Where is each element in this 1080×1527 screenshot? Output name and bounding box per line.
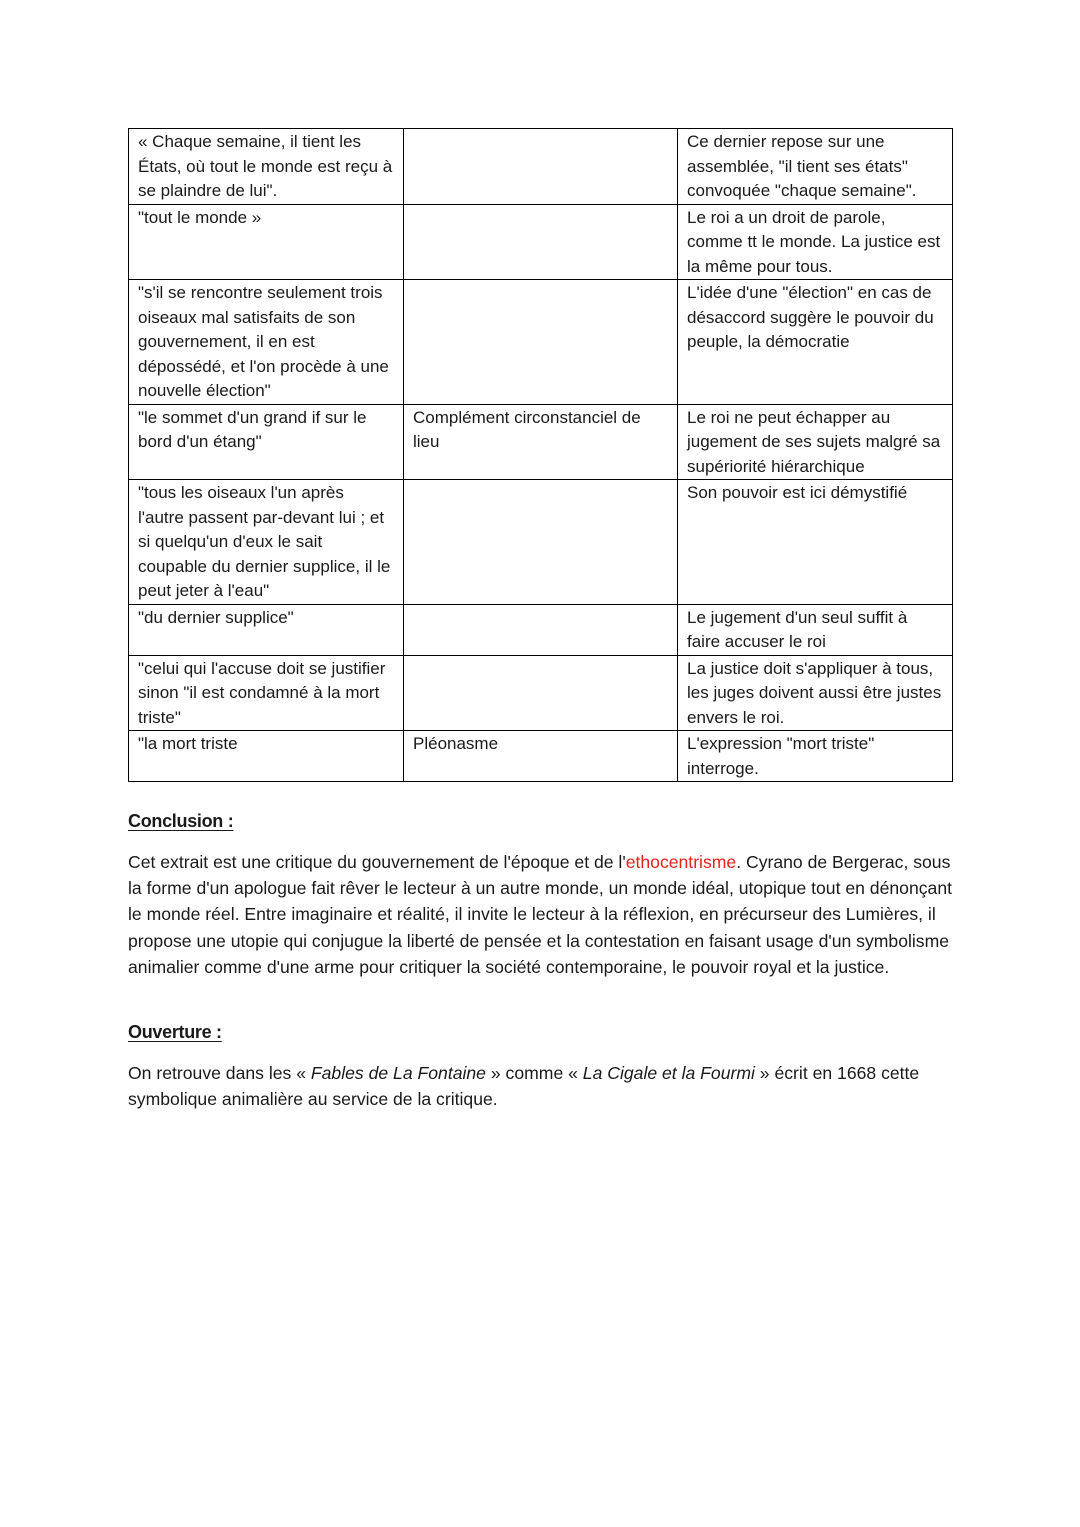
- quote-cell: « Chaque semaine, il tient les États, où tout le monde est reçu à se plaindre de lui".: [129, 129, 404, 205]
- table-row: [129, 404, 953, 480]
- table-row: [129, 604, 953, 655]
- figure-cell: [404, 655, 678, 731]
- ouverture-text-2: » comme «: [485, 1063, 583, 1083]
- interpretation-cell: Le roi a un droit de parole, comme tt le monde. La justice est la même pour tous.: [678, 204, 953, 280]
- quote-cell: "s'il se rencontre seulement trois oiseaux mal satisfaits de son gouvernement, il en est dépossédé, et l'on procède à une nouvelle élection": [129, 280, 404, 405]
- quote-cell: "du dernier supplice": [129, 604, 404, 655]
- figure-cell: Pléonasme: [404, 731, 678, 782]
- figure-cell: [404, 280, 678, 405]
- conclusion-paragraph: [128, 849, 958, 980]
- figure-cell: [404, 204, 678, 280]
- conclusion-text-end: . Cyrano de Bergerac, sous la forme d'un apologue fait rêver le lecteur à un autre monde, un monde idéal, utopique tout en dénonçant le monde réel. Entre imaginaire et réalité, il invite le lecteur à la réflexion, en précurseur des Lumières, il propose une utopie qui conjugue la liberté de pensée et la contestation en faisant usage d'un symbolisme animalier comme d'une arme pour critiquer la société contemporaine, le pouvoir royal et la justice.: [128, 852, 952, 977]
- table-row: [129, 731, 953, 782]
- conclusion-text-start: Cet extrait est une critique du gouvernement de l'époque et de l': [128, 852, 626, 872]
- interpretation-cell: L'idée d'une "élection" en cas de désaccord suggère le pouvoir du peuple, la démocratie: [678, 280, 953, 405]
- fable-title: La Cigale et la Fourmi: [582, 1063, 755, 1083]
- figure-cell: Complément circonstanciel de lieu: [404, 404, 678, 480]
- ouverture-paragraph: [128, 1060, 958, 1112]
- fables-title: Fables de La Fontaine: [310, 1063, 486, 1083]
- interpretation-cell: Son pouvoir est ici démystifié: [678, 480, 953, 605]
- analysis-table: [128, 128, 953, 782]
- interpretation-cell: L'expression "mort triste" interroge.: [678, 731, 953, 782]
- conclusion-heading: Conclusion :: [128, 811, 234, 831]
- table-row: [129, 129, 953, 205]
- interpretation-cell: Ce dernier repose sur une assemblée, "il tient ses états" convoquée "chaque semaine".: [678, 129, 953, 205]
- highlighted-term: ethocentrisme: [625, 852, 737, 872]
- quote-cell: "le sommet d'un grand if sur le bord d'un étang": [129, 404, 404, 480]
- ouverture-text-1: On retrouve dans les «: [128, 1063, 311, 1083]
- interpretation-cell: Le jugement d'un seul suffit à faire accuser le roi: [678, 604, 953, 655]
- interpretation-cell: La justice doit s'appliquer à tous, les juges doivent aussi être justes envers le roi.: [678, 655, 953, 731]
- quote-cell: "tous les oiseaux l'un après l'autre passent par-devant lui ; et si quelqu'un d'eux le sait coupable du dernier supplice, il le peut jeter à l'eau": [129, 480, 404, 605]
- quote-cell: "celui qui l'accuse doit se justifier sinon "il est condamné à la mort triste": [129, 655, 404, 731]
- table-row: [129, 280, 953, 405]
- figure-cell: [404, 604, 678, 655]
- table-row: [129, 480, 953, 605]
- table-row: [129, 655, 953, 731]
- figure-cell: [404, 480, 678, 605]
- quote-cell: "la mort triste: [129, 731, 404, 782]
- figure-cell: [404, 129, 678, 205]
- interpretation-cell: Le roi ne peut échapper au jugement de ses sujets malgré sa supériorité hiérarchique: [678, 404, 953, 480]
- table-row: [129, 204, 953, 280]
- ouverture-heading: Ouverture :: [128, 1022, 222, 1042]
- quote-cell: "tout le monde »: [129, 204, 404, 280]
- ouverture-text-3: » écrit en 1668 cette symbolique animalière au service de la critique.: [128, 1063, 920, 1110]
